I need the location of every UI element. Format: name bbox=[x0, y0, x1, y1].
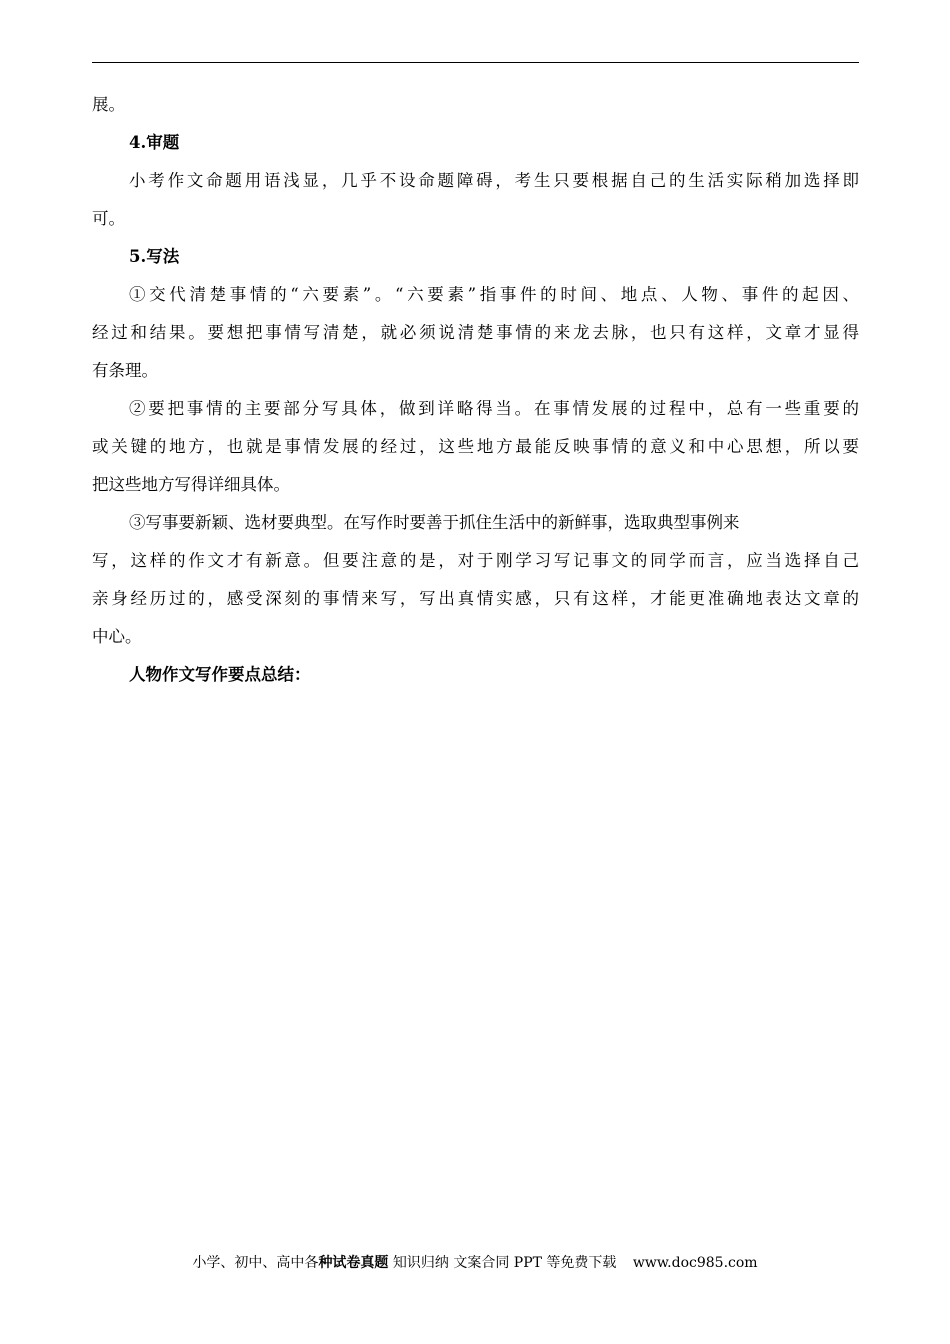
paragraph-line: 可。 bbox=[92, 209, 125, 228]
document-body bbox=[92, 86, 859, 694]
paragraph-line: 有条理。 bbox=[92, 361, 158, 380]
paragraph-line: 经过和结果。要想把事情写清楚，就必须说清楚事情的来龙去脉，也只有这样，文章才显得 bbox=[92, 323, 859, 342]
section-heading-xiefa: 5.写法 bbox=[129, 247, 180, 266]
continuation-text: 展。 bbox=[92, 95, 125, 114]
footer-url-link[interactable]: www.doc985.com bbox=[632, 1255, 758, 1271]
closing-heading: 人物作文写作要点总结： bbox=[129, 665, 311, 684]
section-heading-shenti: 4.审题 bbox=[129, 133, 180, 152]
paragraph-line: 小考作文命题用语浅显，几乎不设命题障碍，考生只要根据自己的生活实际稍加选择即 bbox=[129, 171, 859, 190]
paragraph-line: ①交代清楚事情的“六要素”。“六要素”指事件的时间、地点、人物、事件的起因、 bbox=[129, 285, 859, 304]
paragraph-line: 亲身经历过的，感受深刻的事情来写，写出真情实感，只有这样，才能更准确地表达文章的 bbox=[92, 589, 859, 608]
paragraph-line: 或关键的地方，也就是事情发展的经过，这些地方最能反映事情的意义和中心思想，所以要 bbox=[92, 437, 859, 456]
footer-highlight-text: 种试卷真题 bbox=[318, 1255, 389, 1271]
paragraph-line: 中心。 bbox=[92, 627, 142, 646]
paragraph-line: 写，这样的作文才有新意。但要注意的是，对于刚学习写记事文的同学而言，应当选择自己 bbox=[92, 551, 859, 570]
page-footer bbox=[0, 1253, 950, 1273]
paragraph-line: ②要把事情的主要部分写具体，做到详略得当。在事情发展的过程中，总有一些重要的 bbox=[129, 399, 859, 418]
paragraph-line: 把这些地方写得详细具体。 bbox=[92, 475, 290, 494]
header-rule bbox=[92, 62, 859, 63]
footer-right-text: 知识归纳 文案合同 PPT 等免费下载 bbox=[392, 1255, 617, 1271]
paragraph-line: ③写事要新颖、选材要典型。在写作时要善于抓住生活中的新鲜事，选取典型事例来 bbox=[129, 513, 740, 532]
footer-left-text: 小学、初中、高中各 bbox=[192, 1255, 319, 1271]
